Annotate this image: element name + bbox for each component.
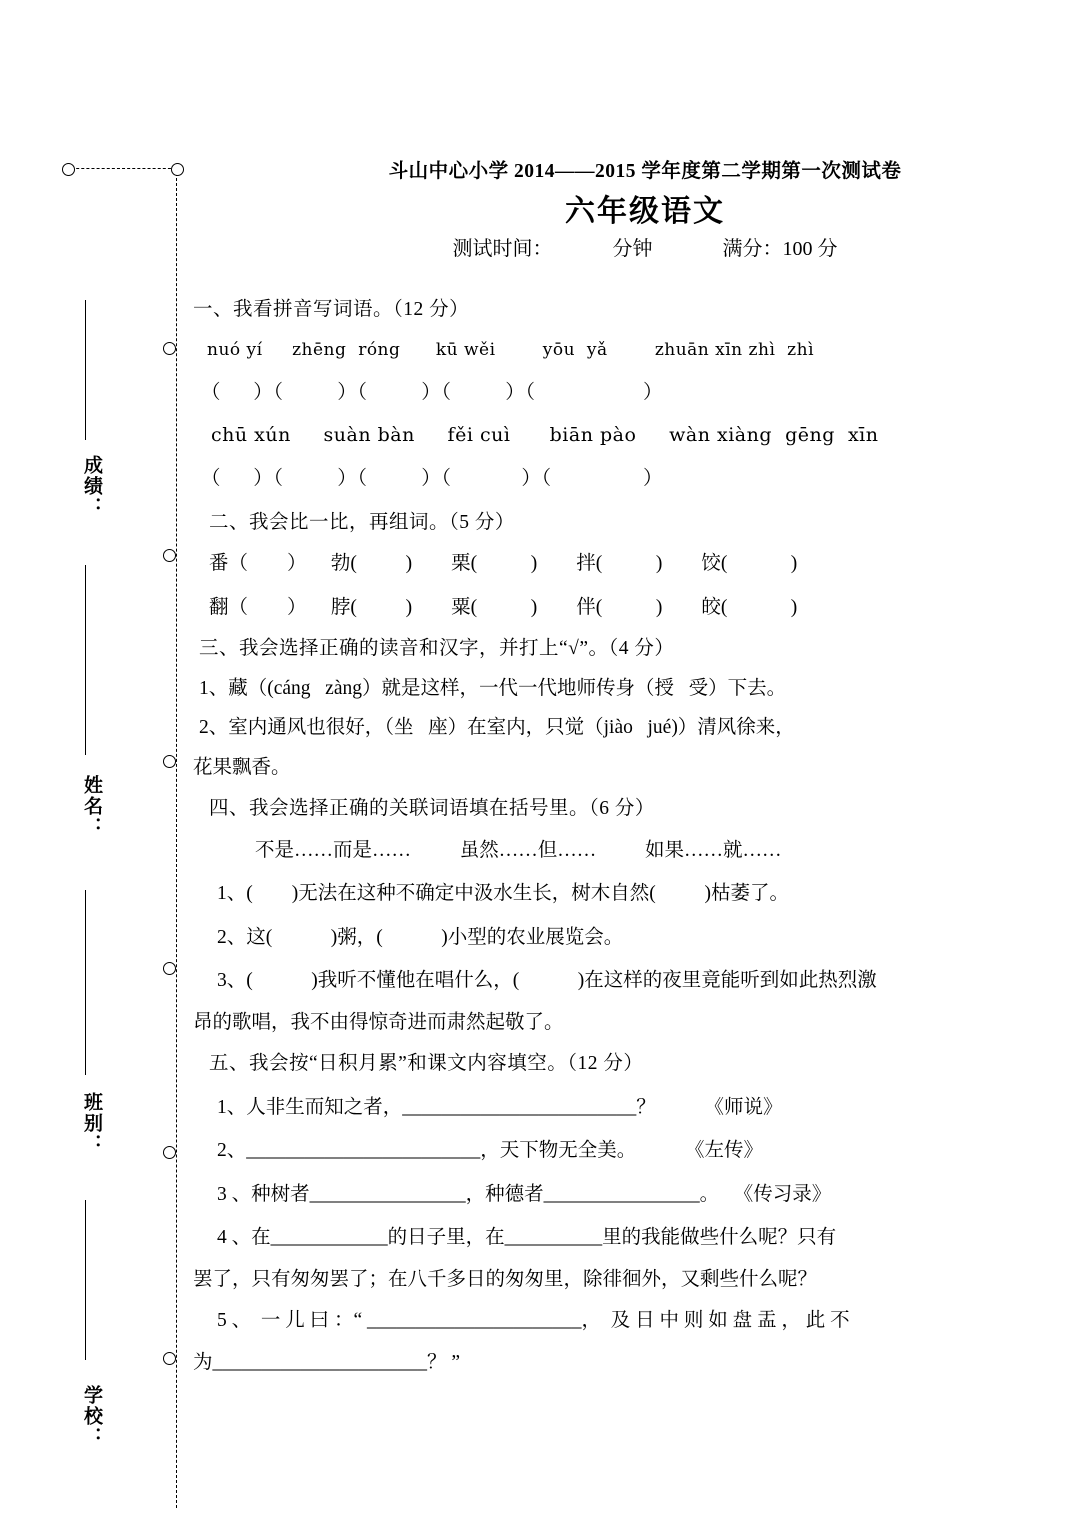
fill-item-4[interactable]: 4 、在____________的日子里，在__________里的我能做些什么呢？只有 xyxy=(217,1227,837,1248)
sealing-dash-vertical xyxy=(176,168,177,1508)
answer-bracket-row-2[interactable]: （ ）（ ）（ ）（ ）（ ） xyxy=(201,468,664,489)
sealing-circle-icon xyxy=(163,342,176,355)
sealing-circle-icon xyxy=(163,549,176,562)
school-title: 斗山中心小学 2014——2015 学年度第二学期第一次测试卷 xyxy=(388,161,902,182)
fill-item-1[interactable]: 1、人非生而知之者，________________________？ 《师说》 xyxy=(217,1096,783,1118)
compare-row-2[interactable]: 翻（ ） 脖( ) 粟( ) 伴( ) 皎( ) xyxy=(209,596,798,618)
seal-label-name: 姓名： xyxy=(81,775,102,838)
time-label: 测试时间： xyxy=(452,238,553,260)
seal-label-score: 成绩： xyxy=(81,455,102,518)
sealing-rule xyxy=(85,1200,86,1360)
subject-title: 六年级语文 xyxy=(565,195,725,228)
fill-item-3[interactable]: 3 、种树者________________，种德者________________。 《传习录》 xyxy=(217,1183,832,1205)
connective-item-2[interactable]: 2、这( )粥，( )小型的农业展览会。 xyxy=(217,926,624,948)
sealing-circle-icon xyxy=(163,1146,176,1159)
sealing-circle-icon xyxy=(163,962,176,975)
section-heading-4: 四、我会选择正确的关联词语填在括号里。（6 分） xyxy=(209,798,655,819)
connective-item-3-cont: 昂的歌唱，我不由得惊奇进而肃然起敬了。 xyxy=(193,1011,564,1033)
compare-row-1[interactable]: 番（ ） 勃( ) 栗( ) 拌( ) 饺( ) xyxy=(209,553,798,574)
sealing-dash-horizontal xyxy=(66,168,176,169)
exam-meta xyxy=(235,232,1055,261)
pinyin-row-2: chū xún suàn bàn fěi cuì biān pào wàn xiàng gēng xīn xyxy=(211,424,879,446)
exam-content xyxy=(185,0,1087,1536)
section-heading-1: 一、我看拼音写词语。（12 分） xyxy=(193,299,470,320)
fill-item-5[interactable]: 5 、 一 儿 曰 ：“ ______________________， 及 日 中 则 如 盘 盂 ， 此 不 xyxy=(217,1310,850,1331)
fill-item-4-cont: 罢了，只有匆匆罢了；在八千多日的匆匆里，除徘徊外，又剩些什么呢？ xyxy=(193,1268,818,1290)
connective-options: 不是……而是…… 虽然……但…… 如果……就…… xyxy=(255,839,782,861)
seal-label-school: 学校： xyxy=(81,1385,102,1448)
full-score-label: 满分：100 分 xyxy=(722,238,838,260)
sealing-circle-icon xyxy=(163,755,176,768)
sealing-circle-icon xyxy=(171,163,184,176)
sealing-circle-icon xyxy=(62,163,75,176)
question-sections xyxy=(193,300,1083,1372)
seal-label-class: 班别： xyxy=(81,1092,102,1155)
section-heading-2: 二、我会比一比，再组词。（5 分） xyxy=(209,511,515,533)
sealing-rule xyxy=(85,565,86,755)
choice-item-3-2-cont: 花果飘香。 xyxy=(193,756,291,778)
minutes-unit: 分钟 xyxy=(612,238,653,260)
sealing-rule xyxy=(85,300,86,440)
fill-item-2[interactable]: 2、________________________，天下物无全美。 《左传》 xyxy=(217,1140,764,1161)
section-heading-5: 五、我会按“日积月累”和课文内容填空。（12 分） xyxy=(209,1053,644,1074)
pinyin-row-1: nuó yí zhēng róng kū wěi yōu yǎ zhuān xīn zhì zhì xyxy=(207,339,815,360)
connective-item-1[interactable]: 1、( )无法在这种不确定中汲水生长，树木自然( )枯萎了。 xyxy=(217,883,789,904)
sealing-line-column xyxy=(0,0,185,1536)
sealing-circle-icon xyxy=(163,1352,176,1365)
choice-item-3-2[interactable]: 2、室内通风也很好，（坐 座）在室内，只觉（jiào jué)）清风徐来， xyxy=(199,717,795,738)
fill-item-5-cont[interactable]: 为______________________？ ” xyxy=(193,1351,461,1373)
sealing-rule xyxy=(85,890,86,1075)
connective-item-3[interactable]: 3、( )我听不懂他在唱什么，( )在这样的夜里竟能听到如此热烈激 xyxy=(217,970,877,991)
section-heading-3: 三、我会选择正确的读音和汉字，并打上“√”。（4 分） xyxy=(199,638,675,659)
choice-item-3-1[interactable]: 1、藏（(cáng zàng）就是这样，一代一代地师传身（授 受）下去。 xyxy=(199,677,787,699)
answer-bracket-row-1[interactable]: （ ）（ ）（ ）（ ）（ ） xyxy=(201,381,664,403)
